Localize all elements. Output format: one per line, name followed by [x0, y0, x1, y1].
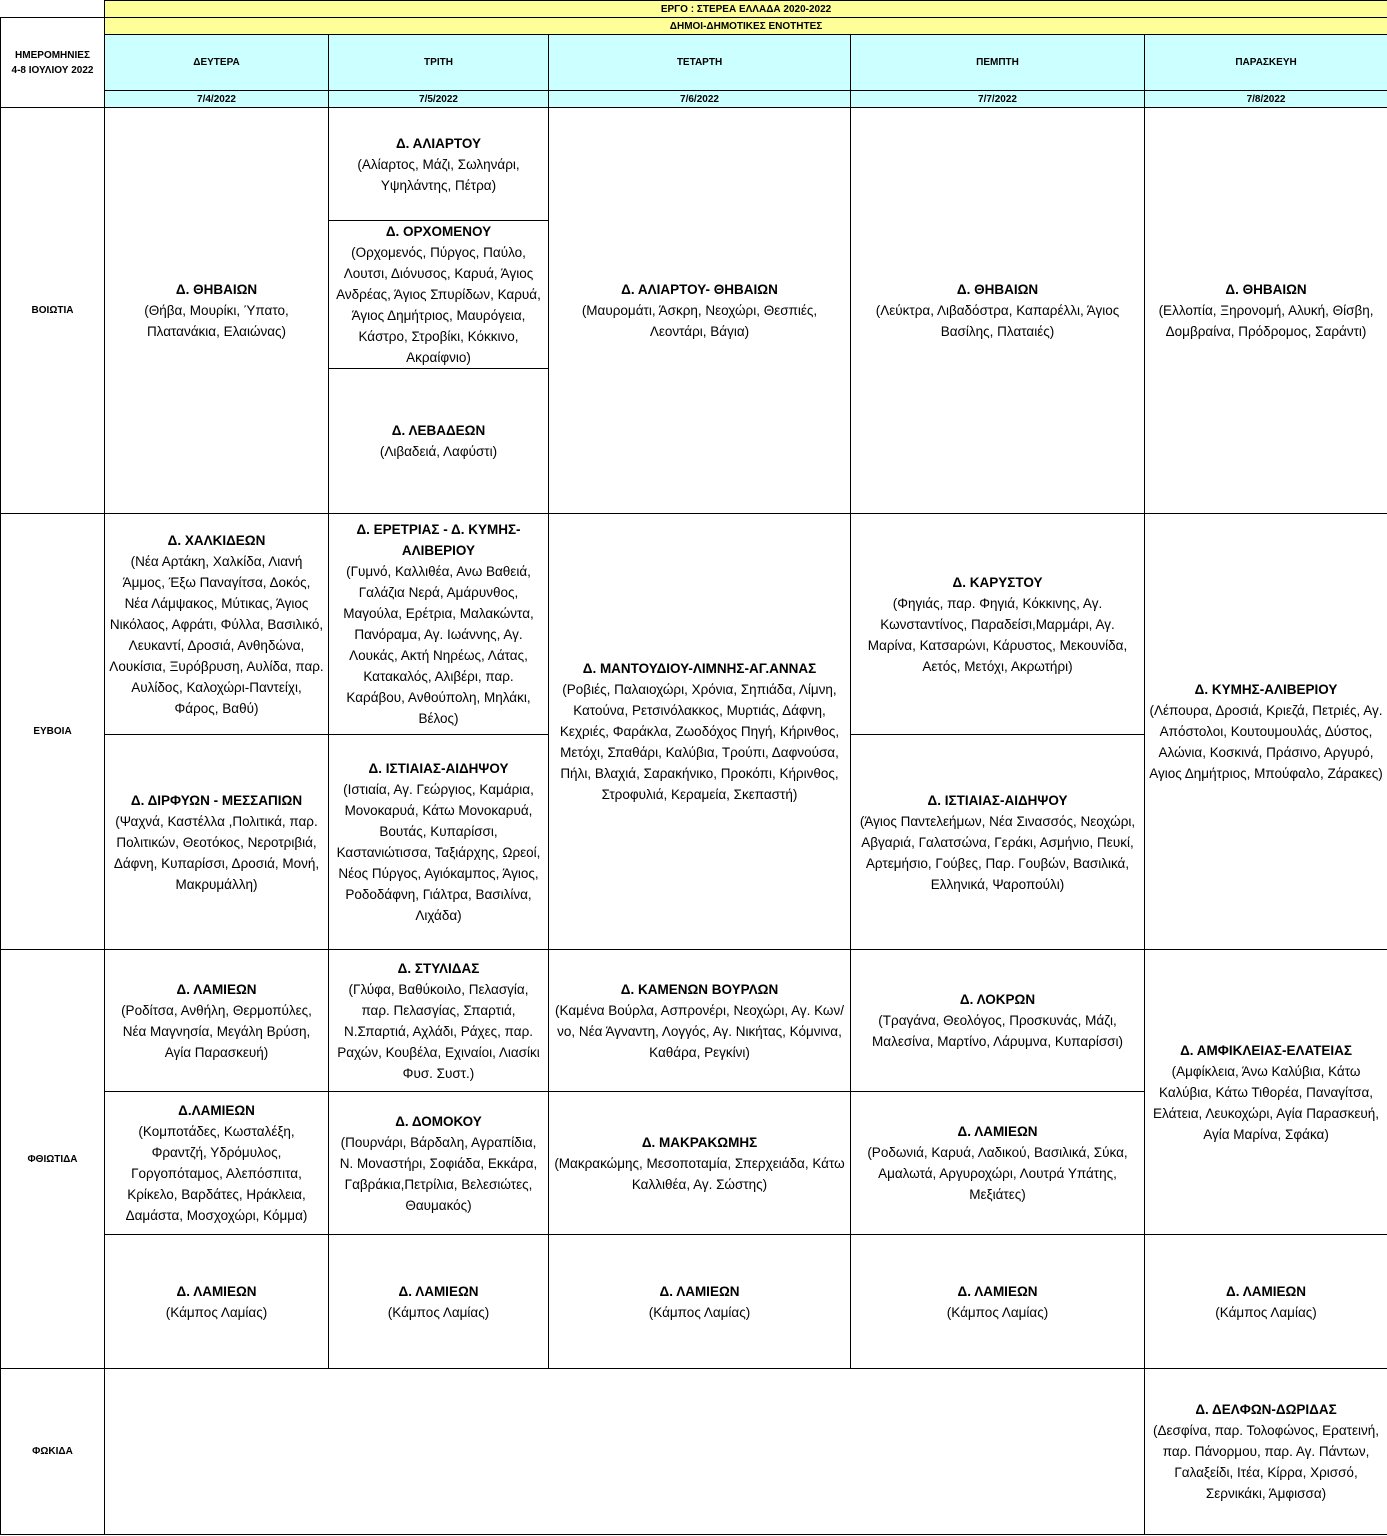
municipality-name: Δ. ΛΑΜΙΕΩΝ [176, 981, 257, 997]
schedule-cell [1145, 950, 1387, 1235]
schedule-cell [549, 108, 851, 514]
empty-cell [105, 1369, 1145, 1535]
municipality-name: Δ. ΛΑΜΙΕΩΝ [1226, 1283, 1307, 1299]
municipality-name: Δ. ΧΑΛΚΙΔΕΩΝ [167, 532, 266, 548]
day-header-wed: ΤΕΤΑΡΤΗ [549, 35, 851, 91]
village-list: (Κομποτάδες, Κωσταλέξη, Φραντζή, Υδρόμυλος, Γοργοπόταμος, Αλεπόσπιτα, Κρίκελο, Βαρδάτες, Ηράκλεια, Δαμάστα, Μοσχοχώρι, Κόμμα) [125, 1124, 308, 1223]
village-list: (Κάμπος Λαμίας) [165, 1304, 268, 1320]
schedule-cell [105, 108, 329, 514]
schedule-cell [851, 950, 1145, 1092]
schedule-cell [329, 1235, 549, 1369]
schedule-cell [1145, 1235, 1387, 1369]
schedule-cell [851, 735, 1145, 950]
schedule-cell [329, 108, 549, 221]
region-viotia: ΒΟΙΩΤΙΑ [1, 108, 105, 514]
village-list: (Λέπουρα, Δροσιά, Κριεζά, Πετριές, Αγ. Απόστολοι, Κουτουμουλάς, Δύστος, Αλώνια, Κοσκινά, Πράσινο, Αργυρό, Αγιος Δημήτριος, Μπούφαλο, Ζάρακες) [1149, 703, 1383, 781]
project-title: ΕΡΓΟ : ΣΤΕΡΕΑ ΕΛΛΑΔΑ 2020-2022 [105, 1, 1387, 18]
region-evia: ΕΥΒΟΙΑ [1, 514, 105, 950]
date-wed: 7/6/2022 [549, 91, 851, 108]
municipality-name: Δ. ΘΗΒΑΙΩΝ [956, 282, 1039, 297]
municipality-name: Δ. ΛΑΜΙΕΩΝ [398, 1283, 479, 1299]
schedule-cell [105, 1235, 329, 1369]
schedule-cell [105, 1092, 329, 1235]
municipality-name: Δ. ΑΛΙΑΡΤΟΥ- ΘΗΒΑΙΩΝ [621, 282, 778, 297]
municipality-name: Δ. ΚΑΜΕΝΩΝ ΒΟΥΡΛΩΝ [620, 981, 779, 997]
day-header-mon: ΔΕΥΤΕΡΑ [105, 35, 329, 91]
schedule-cell [329, 514, 549, 735]
municipality-name: Δ. ΔΟΜΟΚΟΥ [395, 1113, 482, 1129]
schedule-cell [329, 735, 549, 950]
village-list: (Κάμπος Λαμίας) [648, 1304, 751, 1320]
schedule-cell [851, 514, 1145, 735]
village-list: (Δεσφίνα, παρ. Τολοφώνος, Ερατεινή, παρ. Πάνορμου, παρ. Αγ. Πάντων, Γαλαξείδι, Ιτέα, Κίρρα, Χρισσό, Σερνικάκι, Άμφισσα) [1153, 1423, 1380, 1501]
village-list: (Πουρνάρι, Βάρδαλη, Αγραπίδια, Ν. Μοναστήρι, Σοφιάδα, Εκκάρα, Γαβράκια,Πετρίλια, Βελεσιώτες, Θαυμακός) [339, 1134, 538, 1213]
village-list: (Φηγιάς, παρ. Φηγιά, Κόκκινης, Αγ. Κωνσταντίνος, Παραδείσι,Μαρμάρι, Αγ. Μαρίνα, Κατσαρώνι, Κάρυστος, Μεκουνίδα, Αετός, Μετόχι, Ακρωτήρι) [867, 595, 1128, 674]
municipality-name: Δ. ΜΑΚΡΑΚΩΜΗΣ [641, 1134, 758, 1150]
schedule-cell [549, 1092, 851, 1235]
village-list: (Ιστιαία, Αγ. Γεώργιος, Καμάρια, Μονοκαρυά, Κάτω Μονοκαρυά, Βουτάς, Κυπαρίσσι, Καστανιώτισσα, Ταξιάρχης, Ωρεοί, Νέος Πύργος, Αγιόκαμπος, Άγιος, Ροδοδάφνη, Γιάλτρα, Βασιλίνα, Λιχάδα) [336, 782, 541, 923]
schedule-cell [851, 108, 1145, 514]
municipality-name: Δ. ΑΜΦΙΚΛΕΙΑΣ-ΕΛΑΤΕΙΑΣ [1180, 1042, 1352, 1058]
schedule-cell [851, 1092, 1145, 1235]
village-list: (Ελλοπία, Ξηρονομή, Αλυκή, Θίσβη, Δομβραίνα, Πρόδρομος, Σαράντι) [1158, 303, 1374, 339]
village-list: (Ροβιές, Παλαιοχώρι, Χρόνια, Σηπιάδα, Λίμνη, Κατούνα, Ρετσινόλακκος, Μυρτιάς, Δάφνη, Κεχριές, Φαράκλα, Ζωοδόχος Πηγή, Κήρινθος, Μετόχι, Σπαθάρι, Καλύβια, Τρούπι, Δαφνούσα, Πήλι, Βλαχιά, Σαρακήνικο, Προκόπι, Κήρινθος, Στροφυλιά, Κεραμεία, Σκεπαστή) [559, 682, 840, 802]
village-list: (Γυμνό, Καλλιθέα, Ανω Βαθειά, Γαλάζια Νερά, Αμάρυνθος, Μαγούλα, Ερέτρια, Μαλακώντα, Πανόραμα, Αγ. Ιωάννης, Αγ. Λουκάς, Ακτή Νηρέως, Λάτας, Κατακαλός, Αλιβέρι, παρ. Καράβου, Ανθούπολη, Μηλάκι, Βέλος) [343, 564, 534, 726]
village-list: (Μακρακώμης, Μεσοποταμία, Σπερχειάδα, Κάτω Καλλιθέα, Αγ. Σώστης) [554, 1155, 845, 1192]
municipality-name: Δ.ΛΑΜΙΕΩΝ [178, 1103, 255, 1118]
schedule-cell [105, 950, 329, 1092]
corner-blank [1, 1, 105, 18]
village-list: (Ορχομενός, Πύργος, Παύλο, Λουτσι, Διόνυσος, Καρυά, Άγιος Ανδρέας, Άγιος Σπυρίδων, Καρυά, Άγιος Δημήτριος, Μαυρόγεια, Κάστρο, Στροβίκι, Κόκκινο, Ακραίφνιο) [336, 245, 541, 365]
village-list: (Καμένα Βούρλα, Ασπρονέρι, Νεοχώρι, Αγ. Κων/νο, Νέα Άγναντη, Λογγός, Αγ. Νικήτας, Κόμνινα, Καθάρα, Ρεγκίνι) [555, 1002, 844, 1060]
schedule-cell [549, 1235, 851, 1369]
village-list: (Κάμπος Λαμίας) [1215, 1304, 1317, 1320]
schedule-cell [105, 514, 329, 735]
village-list: (Νέα Αρτάκη, Χαλκίδα, Λιανή Άμμος, Έξω Παναγίτσα, Δοκός, Νέα Λάμψακος, Μύτικας, Άγιος Νικόλαος, Αφράτι, Φύλλα, Βασιλικό, Λευκαντί, Δροσιά, Ανθηδώνα, Λουκίσια, Ξυρόβρυση, Αυλίδα, παρ. Αυλίδος, Καλοχώρι-Παντείχι, Φάρος, Βαθύ) [109, 553, 324, 716]
village-list: (Μαυρομάτι, Άσκρη, Νεοχώρι, Θεσπιές, Λεοντάρι, Βάγια) [581, 303, 818, 339]
municipality-name: Δ. ΙΣΤΙΑΙΑΣ-ΑΙΔΗΨΟΥ [368, 761, 509, 776]
date-fri: 7/8/2022 [1145, 91, 1387, 108]
schedule-cell [1145, 514, 1387, 950]
village-list: (Θήβα, Μουρίκι, Ύπατο, Πλατανάκια, Ελαιώνας) [144, 303, 289, 339]
village-list: (Κάμπος Λαμίας) [387, 1304, 490, 1320]
schedule-cell [329, 950, 549, 1092]
village-list: (Αμφίκλεια, Άνω Καλύβια, Κάτω Καλύβια, Κάτω Τιθορέα, Παναγίτσα, Ελάτεια, Λευκοχώρι, Αγία Παρασκευή, Αγία Μαρίνα, Σφάκα) [1153, 1063, 1380, 1142]
municipality-name: Δ. ΟΡΧΟΜΕΝΟΥ [385, 224, 492, 239]
schedule-cell [329, 221, 549, 369]
village-list: (Γλύφα, Βαθύκοιλο, Πελασγία, παρ. Πελασγίας, Σπαρτιά, Ν.Σπαρτιά, Αχλάδι, Ράχες, παρ. Ραχών, Κουβέλα, Εχιναίοι, Λιασίκι Φυσ. Συστ.) [337, 981, 540, 1081]
village-list: (Ροδωνιά, Καρυά, Λαδικού, Βασιλικά, Σύκα, Αμαλωτά, Αργυροχώρι, Λουτρά Υπάτης, Μεξιάτες) [867, 1145, 1128, 1202]
region-fokida: ΦΩΚΙΔΑ [1, 1369, 105, 1535]
municipality-name: Δ. ΛΑΜΙΕΩΝ [957, 1283, 1038, 1299]
dates-label [1, 18, 105, 108]
day-header-fri: ΠΑΡΑΣΚΕΥΗ [1145, 35, 1387, 91]
village-list: (Λεύκτρα, Λιβαδόστρα, Καπαρέλλι, Άγιος Βασίλης, Πλαταιές) [875, 303, 1120, 339]
municipality-name: Δ. ΣΤΥΛΙΔΑΣ [397, 960, 480, 976]
schedule-cell [1145, 1369, 1387, 1535]
municipality-name: Δ. ΔΙΡΦΥΩΝ - ΜΕΣΣΑΠΙΩΝ [130, 792, 303, 808]
municipality-name: Δ. ΑΛΙΑΡΤΟΥ [395, 135, 482, 151]
dates-label-line1: ΗΜΕΡΟΜΗΝΙΕΣ [15, 49, 90, 61]
municipality-name: Δ. ΛΟΚΡΩΝ [959, 992, 1036, 1007]
municipality-name: Δ. ΕΡΕΤΡΙΑΣ - Δ. ΚΥΜΗΣ-ΑΛΙΒΕΡΙΟΥ [356, 522, 521, 558]
schedule-cell [851, 1235, 1145, 1369]
municipality-name: Δ. ΚΥΜΗΣ-ΑΛΙΒΕΡΙΟΥ [1194, 682, 1338, 697]
village-list: (Άγιος Παντελεήμων, Νέα Σινασσός, Νεοχώρι, Αβγαριά, Γαλατσώνα, Γεράκι, Ασμήνιο, Πευκί, Αρτεμήσιο, Γούβες, Παρ. Γουβών, Βασιλικά, Ελληνικά, Ψαροπούλι) [859, 813, 1136, 892]
day-header-tue: ΤΡΙΤΗ [329, 35, 549, 91]
village-list: (Λιβαδειά, Λαφύστι) [379, 444, 498, 459]
municipality-name: Δ. ΔΕΛΦΩΝ-ΔΩΡΙΔΑΣ [1195, 1402, 1337, 1417]
schedule-cell [549, 514, 851, 950]
municipality-name: Δ. ΜΑΝΤΟΥΔΙΟΥ-ΛΙΜΝΗΣ-ΑΓ.ΑΝΝΑΣ [582, 661, 817, 676]
day-header-thu: ΠΕΜΠΤΗ [851, 35, 1145, 91]
municipality-name: Δ. ΛΑΜΙΕΩΝ [176, 1283, 257, 1299]
date-tue: 7/5/2022 [329, 91, 549, 108]
region-fthiotida: ΦΘΙΩΤΙΔΑ [1, 950, 105, 1369]
schedule-cell [329, 1092, 549, 1235]
schedule-cell [105, 735, 329, 950]
subtitle: ΔΗΜΟΙ-ΔΗΜΟΤΙΚΕΣ ΕΝΟΤΗΤΕΣ [105, 18, 1387, 35]
village-list: (Ψαχνά, Καστέλλα ,Πολιτικά, παρ. Πολιτικών, Θεοτόκος, Νεροτριβιά, Δάφνη, Κυπαρίσσι, Δροσιά, Μονή, Μακρυμάλλη) [113, 813, 320, 892]
municipality-name: Δ. ΙΣΤΙΑΙΑΣ-ΑΙΔΗΨΟΥ [927, 792, 1068, 808]
schedule-cell [329, 369, 549, 514]
municipality-name: Δ. ΛΑΜΙΕΩΝ [957, 1124, 1038, 1139]
dates-label-line2: 4-8 ΙΟΥΛΙΟΥ 2022 [11, 64, 94, 76]
schedule-cell [549, 950, 851, 1092]
municipality-name: Δ. ΘΗΒΑΙΩΝ [1225, 282, 1307, 297]
village-list: (Ροδίτσα, Ανθήλη, Θερμοπύλες, Νέα Μαγνησία, Μεγάλη Βρύση, Αγία Παρασκευή) [121, 1002, 312, 1060]
municipality-name: Δ. ΛΑΜΙΕΩΝ [659, 1283, 740, 1299]
village-list: (Κάμπος Λαμίας) [946, 1304, 1049, 1320]
municipality-name: Δ. ΚΑΡΥΣΤΟΥ [952, 574, 1043, 590]
municipality-name: Δ. ΛΕΒΑΔΕΩΝ [391, 423, 486, 438]
village-list: (Τραγάνα, Θεολόγος, Προσκυνάς, Μάζι, Μαλεσίνα, Μαρτίνο, Λάρυμνα, Κυπαρίσσι) [872, 1013, 1123, 1049]
village-list: (Αλίαρτος, Μάζι, Σωληνάρι, Υψηλάντης, Πέτρα) [357, 156, 520, 193]
date-mon: 7/4/2022 [105, 91, 329, 108]
municipality-name: Δ. ΘΗΒΑΙΩΝ [175, 282, 258, 297]
schedule-cell [1145, 108, 1387, 514]
date-thu: 7/7/2022 [851, 91, 1145, 108]
